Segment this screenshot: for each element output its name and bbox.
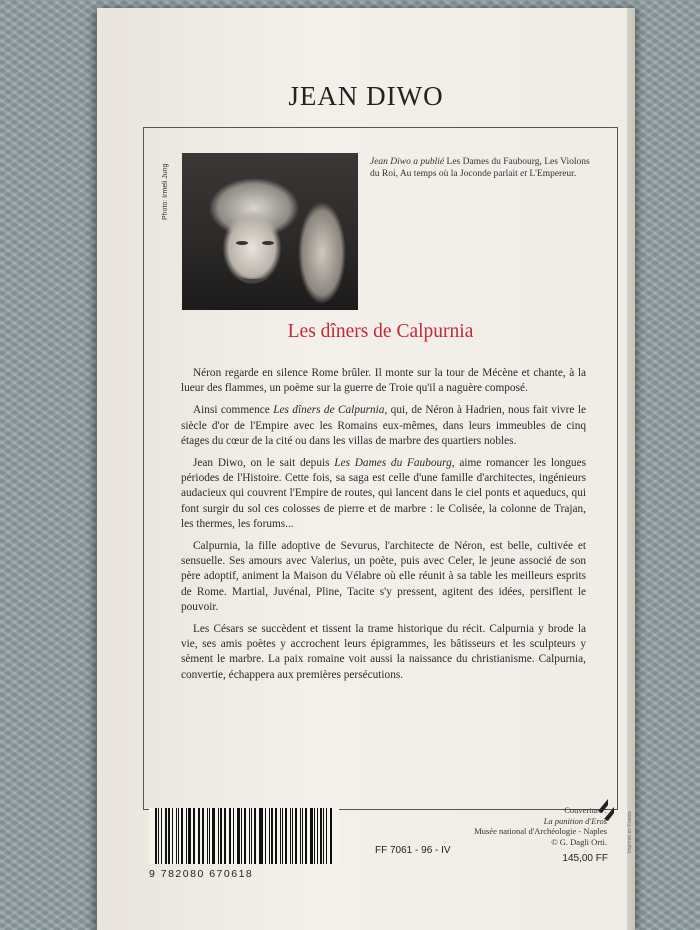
cover-credits bbox=[427, 805, 607, 847]
barcode-bar bbox=[233, 808, 234, 864]
barcode-bar bbox=[241, 808, 242, 864]
barcode-bar bbox=[161, 808, 162, 864]
barcode-bar bbox=[302, 808, 303, 864]
barcode-bar bbox=[224, 808, 226, 864]
credits-line: Musée national d'Archéologie - Naples bbox=[474, 826, 607, 836]
barcode-bar bbox=[320, 808, 322, 864]
spine-text: Imprimé en France bbox=[627, 811, 633, 853]
barcode bbox=[149, 808, 339, 864]
barcode-bar bbox=[269, 808, 270, 864]
book-back-cover bbox=[97, 8, 635, 930]
barcode-bar bbox=[290, 808, 291, 864]
author-name: JEAN DIWO bbox=[288, 81, 444, 111]
barcode-number: 9 782080 670618 bbox=[149, 868, 254, 880]
credits-line: La punition d'Eros bbox=[543, 815, 607, 826]
barcode-bar bbox=[251, 808, 252, 864]
synopsis-paragraph: Calpurnia, la fille adoptive de Sevurus, l'architecte de Néron, est belle, cultivée et sensuelle. Ses amours avec Valerius, un poète, puis avec Celer, le jeune associé de son père adoptif, animent la Maison du Vélabre où elle réunit à sa table les meilleurs esprits de Rome. Martial, Juvénal, Pline, Tacite s'y pressent, agitent des idées, persiflent le pouvoir. bbox=[181, 540, 586, 613]
credits-line: © G. Dagli Orti. bbox=[551, 836, 607, 847]
barcode-bar bbox=[193, 808, 195, 864]
barcode-bar bbox=[292, 808, 293, 864]
barcode-bar bbox=[220, 808, 222, 864]
barcode-bar bbox=[199, 808, 200, 864]
published-list: Les Dames du Faubourg, Les Violons du Roi, Au temps où la Joconde parlait bbox=[370, 157, 590, 179]
published-lead: Jean Diwo a publié bbox=[370, 157, 445, 167]
published-works bbox=[370, 156, 595, 180]
author-photo bbox=[182, 153, 358, 310]
barcode-bar bbox=[212, 808, 215, 864]
photo-eye bbox=[236, 241, 248, 245]
barcode-bar bbox=[254, 808, 256, 864]
barcode-bar bbox=[271, 808, 273, 864]
barcode-bar bbox=[310, 808, 313, 864]
photo-credit: Photo: Irmeli Jung bbox=[162, 163, 169, 220]
barcode-bar bbox=[172, 808, 173, 864]
barcode-bar bbox=[230, 808, 231, 864]
barcode-bar bbox=[282, 808, 283, 864]
barcode-bar bbox=[207, 808, 208, 864]
barcode-bar bbox=[181, 808, 183, 864]
barcode-bar bbox=[158, 808, 159, 864]
synopsis-paragraph: Les Césars se succèdent et tissent la trame historique du récit. Calpurnia y brode la vie, ses amis poètes y accrochent leurs épigrammes, les bâtisseurs et les sculpteurs y sèment le marbre. La paix romaine voit aussi la naissance du christianisme. Calpurnia, convertie, échappera aux premières persécutions. bbox=[181, 623, 586, 681]
barcode-bar bbox=[317, 808, 318, 864]
barcode-bar bbox=[260, 808, 263, 864]
barcode-bar bbox=[259, 808, 260, 864]
reference-code: FF 7061 - 96 - IV bbox=[375, 845, 451, 856]
barcode-bar bbox=[209, 808, 210, 864]
photo-mouth bbox=[240, 271, 268, 282]
barcode-bar bbox=[280, 808, 281, 864]
book-edge bbox=[627, 8, 635, 930]
content-frame bbox=[143, 127, 618, 810]
published-last: L'Empereur. bbox=[527, 169, 577, 179]
barcode-bar bbox=[178, 808, 179, 864]
barcode-bar bbox=[323, 808, 324, 864]
barcode-bar bbox=[300, 808, 301, 864]
barcode-bar bbox=[198, 808, 199, 864]
barcode-bar bbox=[155, 808, 157, 864]
barcode-bar bbox=[188, 808, 191, 864]
barcode-bar bbox=[229, 808, 230, 864]
barcode-bar bbox=[249, 808, 250, 864]
barcode-bar bbox=[237, 808, 240, 864]
credits-line: Couverture : bbox=[564, 805, 607, 815]
barcode-bar bbox=[285, 808, 288, 864]
published-et: et bbox=[520, 169, 527, 179]
barcode-bar bbox=[218, 808, 219, 864]
synopsis-paragraph: Ainsi commence Les dîners de Calpurnia, qui, de Néron à Hadrien, nous fait vivre le siècle d'or de l'Empire avec les Romains eux-mêmes, dans leurs immeubles de cinq étages du cœur de la cité ou dans les villas de marbre des quartiers nobles. bbox=[181, 404, 586, 447]
barcode-bar bbox=[275, 808, 277, 864]
synopsis bbox=[181, 366, 586, 690]
barcode-bar bbox=[168, 808, 171, 864]
barcode-bar bbox=[305, 808, 307, 864]
barcode-bar bbox=[186, 808, 187, 864]
price: 145,00 FF bbox=[562, 853, 608, 864]
synopsis-paragraph: Jean Diwo, on le sait depuis Les Dames du Faubourg, aime romancer les longues périodes de l'Histoire. Cette fois, sa saga est celle d'une famille d'architectes, ingénieurs audacieux qui couvrent l'Empire de routes, qui lancent dans le ciel ponts et aqueducs, qui font surgir du sol ces colosses de pierre et de marbre : le Colisée, la colonne de Trajan, les thermes, les forums... bbox=[181, 457, 586, 530]
barcode-bar bbox=[314, 808, 315, 864]
barcode-bar bbox=[330, 808, 332, 864]
barcode-bar bbox=[202, 808, 204, 864]
barcode-bar bbox=[176, 808, 177, 864]
barcode-bar bbox=[326, 808, 327, 864]
barcode-bar bbox=[295, 808, 297, 864]
barcode-bar bbox=[165, 808, 167, 864]
barcode-bar bbox=[244, 808, 246, 864]
photo-eye bbox=[262, 241, 274, 245]
synopsis-paragraph: Néron regarde en silence Rome brûler. Il monte sur la tour de Mécène et chante, à la lueur des flammes, un poème sur la guerre de Troie qu'il a naguère composé. bbox=[181, 367, 586, 395]
barcode-bar bbox=[265, 808, 266, 864]
book-title: Les dîners de Calpurnia bbox=[287, 321, 474, 342]
